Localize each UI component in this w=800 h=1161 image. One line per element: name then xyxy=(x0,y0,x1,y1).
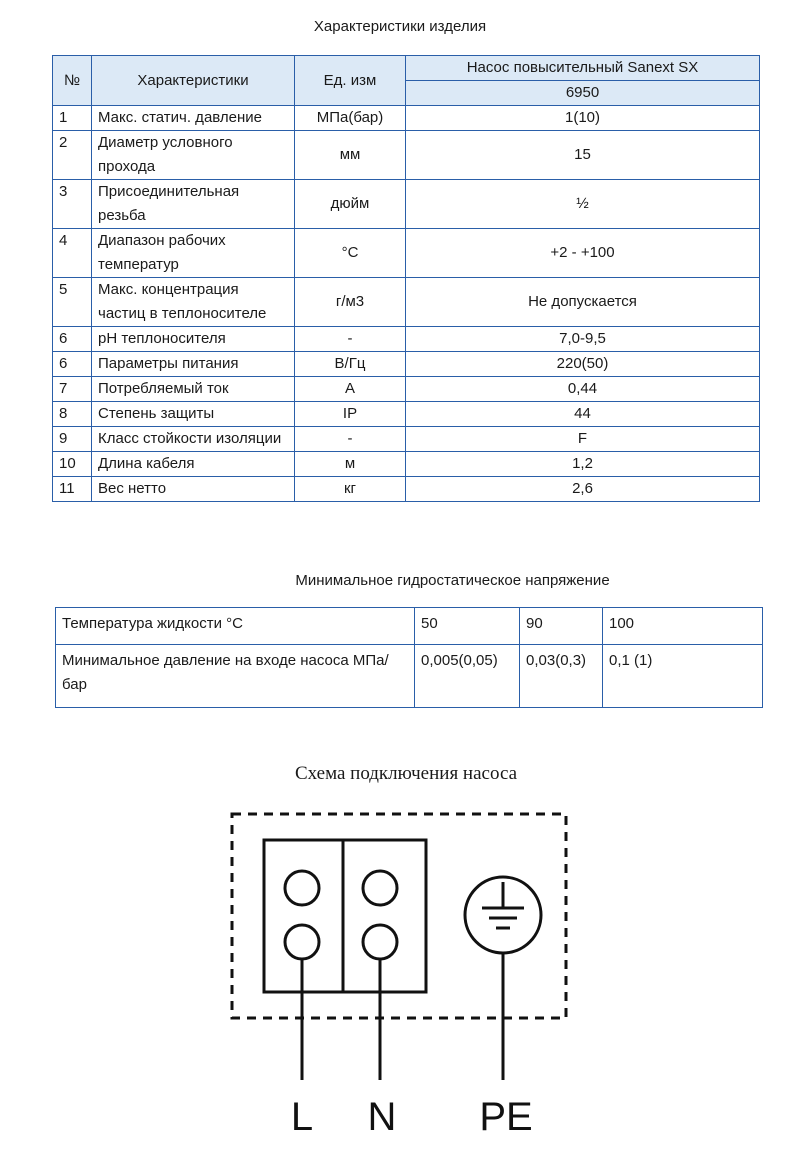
row-name: Потребляемый ток xyxy=(92,377,295,402)
row-value: 1,2 xyxy=(406,452,760,477)
diagram-title: Схема подключения насоса xyxy=(294,763,518,784)
row-unit: - xyxy=(295,327,406,352)
table-row xyxy=(53,377,760,402)
row-num: 4 xyxy=(53,229,92,278)
row-num: 8 xyxy=(53,402,92,427)
row-num: 2 xyxy=(53,131,92,180)
row-num: 1 xyxy=(53,106,92,131)
row-value: 220(50) xyxy=(406,352,760,377)
row-num: 7 xyxy=(53,377,92,402)
header-unit: Ед. изм xyxy=(295,56,406,106)
hydro-table xyxy=(55,607,763,708)
row-name: Степень защиты xyxy=(92,402,295,427)
row-num: 11 xyxy=(53,477,92,502)
row-name: Длина кабеля xyxy=(92,452,295,477)
table-row xyxy=(53,278,760,327)
row-unit: IP xyxy=(295,402,406,427)
row-name: Диаметр условного прохода xyxy=(92,131,295,180)
row-unit: мм xyxy=(295,131,406,180)
row-num: 6 xyxy=(53,327,92,352)
table-row xyxy=(53,477,760,502)
row-unit: дюйм xyxy=(295,180,406,229)
spec-title: Характеристики изделия xyxy=(313,18,487,35)
table-row xyxy=(53,327,760,352)
hydro-value: 100 xyxy=(603,608,763,645)
row-value: 0,44 xyxy=(406,377,760,402)
hydro-title: Минимальное гидростатическое напряжение xyxy=(295,572,610,589)
row-unit: кг xyxy=(295,477,406,502)
row-value: 1(10) xyxy=(406,106,760,131)
hydro-value: 0,1 (1) xyxy=(603,645,763,708)
housing-outline xyxy=(232,814,566,1018)
header-model: 6950 xyxy=(406,81,760,106)
header-product: Насос повысительный Sanext SX xyxy=(406,56,760,81)
table-row xyxy=(56,645,763,708)
hydro-label-pressure: Минимальное давление на входе насоса МПа/бар xyxy=(56,645,415,708)
row-unit: - xyxy=(295,427,406,452)
wiring-diagram xyxy=(0,800,800,1161)
terminal-block xyxy=(264,840,426,992)
hydro-value: 0,03(0,3) xyxy=(520,645,603,708)
table-row xyxy=(53,229,760,278)
row-name: Макс. концентрация частиц в теплоносителе xyxy=(92,278,295,327)
table-row xyxy=(53,427,760,452)
row-value: +2 - +100 xyxy=(406,229,760,278)
terminal-n-top xyxy=(363,871,397,905)
row-unit: МПа(бар) xyxy=(295,106,406,131)
row-num: 10 xyxy=(53,452,92,477)
table-row xyxy=(53,180,760,229)
row-value: 7,0-9,5 xyxy=(406,327,760,352)
table-row xyxy=(53,131,760,180)
row-name: pH теплоносителя xyxy=(92,327,295,352)
table-row xyxy=(56,608,763,645)
row-value: 2,6 xyxy=(406,477,760,502)
label-pe: PE xyxy=(479,1095,533,1139)
row-unit: В/Гц xyxy=(295,352,406,377)
row-num: 6 xyxy=(53,352,92,377)
row-value: Не допускается xyxy=(406,278,760,327)
label-l: L xyxy=(290,1095,314,1139)
row-value: 44 xyxy=(406,402,760,427)
row-unit: м xyxy=(295,452,406,477)
row-unit: г/м3 xyxy=(295,278,406,327)
hydro-label-temperature: Температура жидкости °С xyxy=(56,608,415,645)
row-value: F xyxy=(406,427,760,452)
row-unit: А xyxy=(295,377,406,402)
spec-header-row xyxy=(53,56,760,81)
row-num: 5 xyxy=(53,278,92,327)
row-value: ½ xyxy=(406,180,760,229)
table-row xyxy=(53,452,760,477)
terminal-n-bottom xyxy=(363,925,397,959)
table-row xyxy=(53,402,760,427)
terminal-l-bottom xyxy=(285,925,319,959)
row-name: Диапазон рабочих температур xyxy=(92,229,295,278)
row-num: 3 xyxy=(53,180,92,229)
row-name: Вес нетто xyxy=(92,477,295,502)
row-name: Параметры питания xyxy=(92,352,295,377)
row-name: Класс стойкости изоляции xyxy=(92,427,295,452)
row-unit: °С xyxy=(295,229,406,278)
table-row xyxy=(53,352,760,377)
header-name: Характеристики xyxy=(92,56,295,106)
hydro-value: 0,005(0,05) xyxy=(415,645,520,708)
hydro-value: 50 xyxy=(415,608,520,645)
row-num: 9 xyxy=(53,427,92,452)
header-num: № xyxy=(53,56,92,106)
ground-icon xyxy=(465,877,541,953)
spec-table xyxy=(52,55,760,502)
terminal-l-top xyxy=(285,871,319,905)
row-value: 15 xyxy=(406,131,760,180)
hydro-value: 90 xyxy=(520,608,603,645)
table-row xyxy=(53,106,760,131)
row-name: Присоединительная резьба xyxy=(92,180,295,229)
row-name: Макс. статич. давление xyxy=(92,106,295,131)
label-n: N xyxy=(367,1095,397,1139)
